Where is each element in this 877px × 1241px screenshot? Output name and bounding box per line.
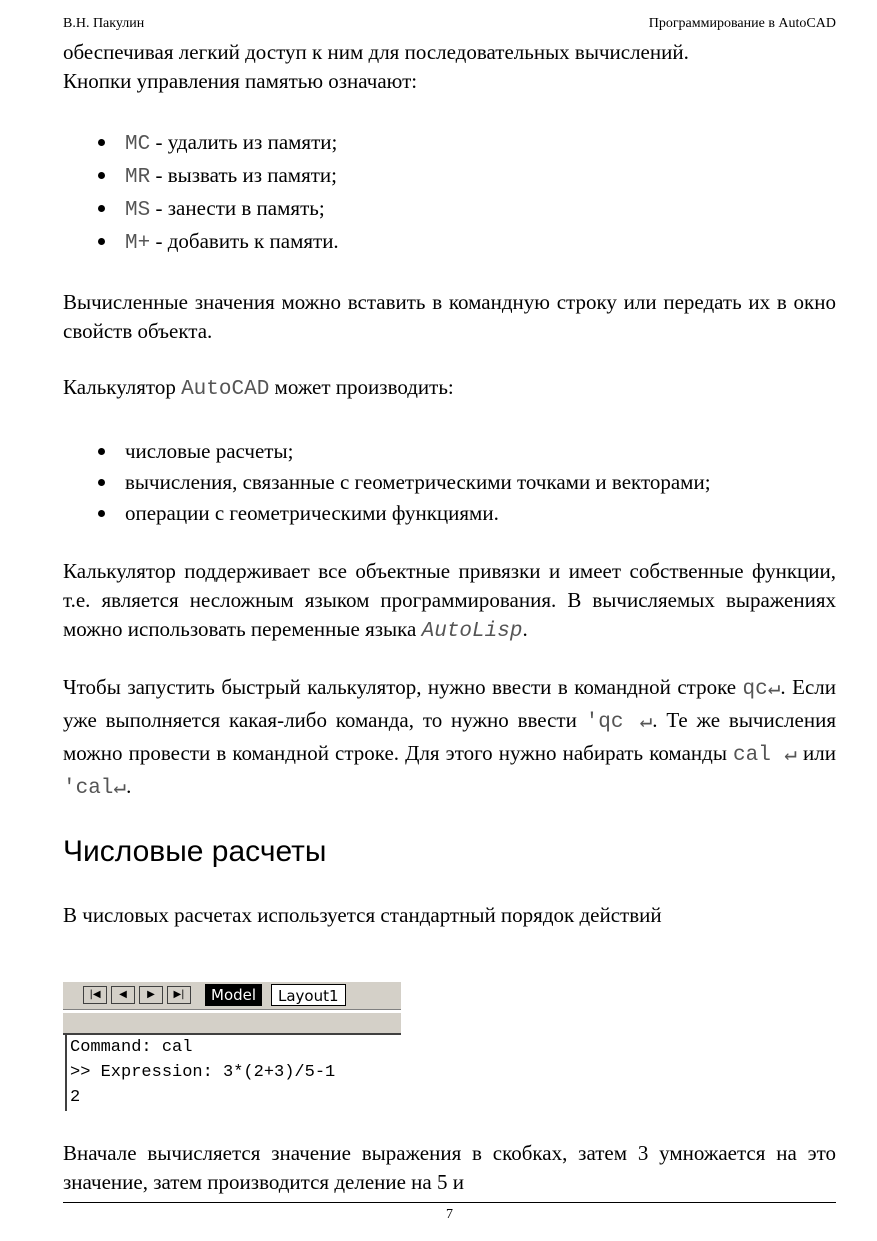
text: Чтобы запустить быстрый калькулятор, нужно ввести в командной строке <box>63 675 743 699</box>
autocad-command-screenshot <box>63 982 401 1113</box>
list-item <box>63 127 836 160</box>
paragraph-order: В числовых расчетах используется стандартный порядок действий <box>63 903 662 927</box>
next-tab-button[interactable]: ▶ <box>139 986 163 1004</box>
command-line: Command: cal <box>70 1038 193 1057</box>
text: может производить: <box>269 375 454 399</box>
code-qc-transparent: 'qc ↵ <box>585 711 653 734</box>
page-number: 7 <box>446 1207 453 1222</box>
paragraph-values: Вычисленные значения можно вставить в командную строку или передать их в окно свойств объекта. <box>63 290 836 343</box>
list-item: операции с геометрическими функциями. <box>63 498 836 529</box>
memory-button-list <box>63 127 836 259</box>
code-autolisp: AutoLisp <box>421 620 523 643</box>
first-tab-button[interactable]: |◀ <box>83 986 107 1004</box>
list-item <box>63 226 836 259</box>
command-line: 2 <box>70 1088 81 1107</box>
section-title: Числовые расчеты <box>63 835 327 868</box>
scroll-strip <box>63 1012 401 1035</box>
memory-desc: - удалить из памяти; <box>150 130 338 154</box>
list-item: числовые расчеты; <box>63 436 836 467</box>
footer-divider <box>63 1202 836 1203</box>
intro-line-1: обеспечивая легкий доступ к ним для последовательных вычислений. <box>63 40 689 64</box>
command-line: >> Expression: 3*(2+3)/5-1 <box>70 1063 336 1082</box>
text: Калькулятор <box>63 375 182 399</box>
code-cal: cal ↵ <box>733 744 797 767</box>
text: или <box>796 741 836 765</box>
command-window[interactable] <box>65 1035 401 1111</box>
memory-desc: - занести в память; <box>150 196 325 220</box>
last-tab-button[interactable]: ▶| <box>167 986 191 1004</box>
list-item <box>63 193 836 226</box>
text: Калькулятор поддерживает все объектные привязки и имеет собственные функции, т.е. является несложным языком программирования. В вычисляемых выражениях можно использовать переменные языка <box>63 559 836 641</box>
text: . <box>126 774 132 798</box>
text: . <box>522 617 528 641</box>
page-content-bottom <box>63 1139 836 1197</box>
text: . Те же вычисления можно провести в командной строке. Для этого нужно набирать команды <box>63 708 836 765</box>
memory-code: MR <box>125 166 151 189</box>
header-title: Программирование в AutoCAD <box>648 16 836 31</box>
list-item <box>63 160 836 193</box>
page-content <box>63 38 836 930</box>
memory-code: M+ <box>125 232 151 255</box>
page-header <box>63 16 836 32</box>
memory-code: MS <box>125 199 151 222</box>
layout-tab-bar <box>63 982 401 1010</box>
capability-list <box>63 436 836 529</box>
code-qc: qc↵ <box>742 678 781 701</box>
paragraph-snaps <box>63 557 836 646</box>
paragraph-last: Вначале вычисляется значение выражения в скобках, затем 3 умножается на это значение, затем производится деление на 5 и <box>63 1141 836 1194</box>
memory-desc: - вызвать из памяти; <box>150 163 337 187</box>
intro-line-2: Кнопки управления памятью означают: <box>63 69 418 93</box>
header-author: В.Н. Пакулин <box>63 16 145 31</box>
code-autocad: AutoCAD <box>181 378 270 401</box>
memory-desc: - добавить к памяти. <box>150 229 339 253</box>
paragraph-run <box>63 672 836 804</box>
tab-model[interactable]: Model <box>205 984 262 1006</box>
memory-code: MC <box>125 133 151 156</box>
list-item: вычисления, связанные с геометрическими точками и векторами; <box>63 467 836 498</box>
paragraph-calc <box>63 373 836 404</box>
code-cal-transparent: 'cal↵ <box>63 777 127 800</box>
text: . Если уже выполняется какая-либо команда, то нужно ввести <box>63 675 836 732</box>
tab-layout1[interactable]: Layout1 <box>271 984 346 1006</box>
prev-tab-button[interactable]: ◀ <box>111 986 135 1004</box>
